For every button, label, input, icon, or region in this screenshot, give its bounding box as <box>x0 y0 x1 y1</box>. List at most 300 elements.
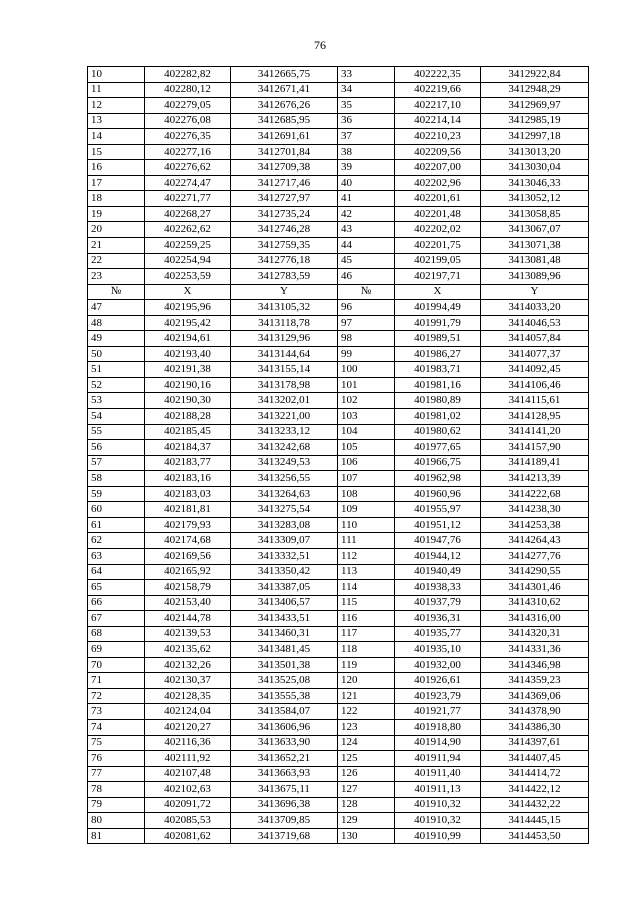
point-number-cell: 49 <box>88 331 145 347</box>
y-coordinate-cell: 3414115,61 <box>481 393 589 409</box>
x-coordinate-cell: 401911,40 <box>395 766 481 782</box>
point-number-cell: 117 <box>338 626 395 642</box>
y-coordinate-cell: 3413309,07 <box>231 533 338 549</box>
x-coordinate-cell: 402201,75 <box>395 238 481 254</box>
point-number-cell: 19 <box>88 206 145 222</box>
point-number-cell: 56 <box>88 440 145 456</box>
y-coordinate-cell: 3412717,46 <box>231 175 338 191</box>
x-coordinate-cell: 402144,78 <box>145 611 231 627</box>
x-coordinate-cell: 402130,37 <box>145 673 231 689</box>
point-number-cell: 129 <box>338 813 395 829</box>
x-coordinate-cell: 401938,33 <box>395 580 481 596</box>
table-row <box>88 144 589 160</box>
point-number-cell: 55 <box>88 424 145 440</box>
point-number-cell: 10 <box>88 67 145 83</box>
point-number-cell: 99 <box>338 346 395 362</box>
y-coordinate-cell: 3414141,20 <box>481 424 589 440</box>
point-number-cell: 42 <box>338 206 395 222</box>
point-number-cell: 126 <box>338 766 395 782</box>
y-coordinate-cell: 3414422,12 <box>481 782 589 798</box>
x-coordinate-cell: 402217,10 <box>395 98 481 114</box>
x-coordinate-cell: 401926,61 <box>395 673 481 689</box>
table-row <box>88 797 589 813</box>
table-row <box>88 424 589 440</box>
x-coordinate-cell: 402102,63 <box>145 782 231 798</box>
y-coordinate-cell: 3413081,48 <box>481 253 589 269</box>
x-coordinate-cell: 402202,02 <box>395 222 481 238</box>
x-coordinate-cell: 401981,16 <box>395 377 481 393</box>
point-number-cell: 110 <box>338 517 395 533</box>
table-row <box>88 564 589 580</box>
x-coordinate-cell: 401981,02 <box>395 409 481 425</box>
x-coordinate-cell: 402214,14 <box>395 113 481 129</box>
table-row <box>88 82 589 98</box>
y-coordinate-cell: 3414222,68 <box>481 486 589 502</box>
point-number-cell: 119 <box>338 657 395 673</box>
y-coordinate-cell: 3413264,63 <box>231 486 338 502</box>
x-coordinate-cell: 401935,77 <box>395 626 481 642</box>
point-number-cell: 45 <box>338 253 395 269</box>
y-coordinate-cell: 3412685,95 <box>231 113 338 129</box>
point-number-cell: 74 <box>88 719 145 735</box>
y-coordinate-cell: 3413481,45 <box>231 642 338 658</box>
point-number-cell: 104 <box>338 424 395 440</box>
point-number-cell: 69 <box>88 642 145 658</box>
point-number-cell: 58 <box>88 471 145 487</box>
point-number-cell: 51 <box>88 362 145 378</box>
y-coordinate-cell: 3414378,90 <box>481 704 589 720</box>
point-number-cell: 48 <box>88 315 145 331</box>
y-coordinate-cell: 3413555,38 <box>231 688 338 704</box>
point-number-cell: 98 <box>338 331 395 347</box>
table-row <box>88 440 589 456</box>
x-coordinate-cell: 401983,71 <box>395 362 481 378</box>
table-row <box>88 253 589 269</box>
y-coordinate-cell: 3413013,20 <box>481 144 589 160</box>
x-coordinate-cell: 401951,12 <box>395 517 481 533</box>
x-coordinate-cell: 401911,94 <box>395 751 481 767</box>
point-number-cell: 63 <box>88 548 145 564</box>
point-number-cell: 115 <box>338 595 395 611</box>
point-number-cell: 65 <box>88 580 145 596</box>
y-coordinate-cell: 3414369,06 <box>481 688 589 704</box>
point-number-cell: 127 <box>338 782 395 798</box>
table-row <box>88 455 589 471</box>
x-coordinate-cell: 401962,98 <box>395 471 481 487</box>
point-number-cell: 13 <box>88 113 145 129</box>
point-number-cell: 72 <box>88 688 145 704</box>
table-row <box>88 269 589 285</box>
x-coordinate-cell: 402279,05 <box>145 98 231 114</box>
point-number-cell: 62 <box>88 533 145 549</box>
column-header: X <box>395 284 481 300</box>
table-row <box>88 175 589 191</box>
column-header: Y <box>231 284 338 300</box>
point-number-cell: 81 <box>88 828 145 844</box>
point-number-cell: 116 <box>338 611 395 627</box>
y-coordinate-cell: 3412783,59 <box>231 269 338 285</box>
y-coordinate-cell: 3413584,07 <box>231 704 338 720</box>
table-row <box>88 533 589 549</box>
table-row <box>88 206 589 222</box>
point-number-cell: 35 <box>338 98 395 114</box>
y-coordinate-cell: 3413350,42 <box>231 564 338 580</box>
point-number-cell: 114 <box>338 580 395 596</box>
x-coordinate-cell: 402184,37 <box>145 440 231 456</box>
table-row <box>88 160 589 176</box>
table-row <box>88 735 589 751</box>
y-coordinate-cell: 3413652,21 <box>231 751 338 767</box>
x-coordinate-cell: 402191,38 <box>145 362 231 378</box>
point-number-cell: 73 <box>88 704 145 720</box>
table-row <box>88 642 589 658</box>
point-number-cell: 20 <box>88 222 145 238</box>
table-row <box>88 611 589 627</box>
y-coordinate-cell: 3412665,75 <box>231 67 338 83</box>
x-coordinate-cell: 401944,12 <box>395 548 481 564</box>
x-coordinate-cell: 402185,45 <box>145 424 231 440</box>
x-coordinate-cell: 402202,96 <box>395 175 481 191</box>
point-number-cell: 18 <box>88 191 145 207</box>
x-coordinate-cell: 402259,25 <box>145 238 231 254</box>
column-header: № <box>88 284 145 300</box>
point-number-cell: 40 <box>338 175 395 191</box>
point-number-cell: 103 <box>338 409 395 425</box>
x-coordinate-cell: 402181,81 <box>145 502 231 518</box>
table-row <box>88 67 589 83</box>
x-coordinate-cell: 401986,27 <box>395 346 481 362</box>
y-coordinate-cell: 3412969,97 <box>481 98 589 114</box>
x-coordinate-cell: 402188,28 <box>145 409 231 425</box>
x-coordinate-cell: 401932,00 <box>395 657 481 673</box>
x-coordinate-cell: 401977,65 <box>395 440 481 456</box>
y-coordinate-cell: 3413155,14 <box>231 362 338 378</box>
y-coordinate-cell: 3413387,05 <box>231 580 338 596</box>
point-number-cell: 37 <box>338 129 395 145</box>
y-coordinate-cell: 3414407,45 <box>481 751 589 767</box>
x-coordinate-cell: 402276,35 <box>145 129 231 145</box>
x-coordinate-cell: 401989,51 <box>395 331 481 347</box>
y-coordinate-cell: 3412727,97 <box>231 191 338 207</box>
x-coordinate-cell: 402111,92 <box>145 751 231 767</box>
x-coordinate-cell: 402219,66 <box>395 82 481 98</box>
x-coordinate-cell: 402169,56 <box>145 548 231 564</box>
y-coordinate-cell: 3413178,98 <box>231 377 338 393</box>
table-row <box>88 766 589 782</box>
x-coordinate-cell: 402193,40 <box>145 346 231 362</box>
y-coordinate-cell: 3414453,50 <box>481 828 589 844</box>
y-coordinate-cell: 3413460,31 <box>231 626 338 642</box>
table-row <box>88 486 589 502</box>
point-number-cell: 118 <box>338 642 395 658</box>
point-number-cell: 121 <box>338 688 395 704</box>
x-coordinate-cell: 401910,32 <box>395 797 481 813</box>
y-coordinate-cell: 3414397,61 <box>481 735 589 751</box>
x-coordinate-cell: 401991,79 <box>395 315 481 331</box>
x-coordinate-cell: 402139,53 <box>145 626 231 642</box>
table-row <box>88 113 589 129</box>
y-coordinate-cell: 3414359,23 <box>481 673 589 689</box>
table-row <box>88 704 589 720</box>
point-number-cell: 107 <box>338 471 395 487</box>
x-coordinate-cell: 401940,49 <box>395 564 481 580</box>
y-coordinate-cell: 3413696,38 <box>231 797 338 813</box>
y-coordinate-cell: 3413221,00 <box>231 409 338 425</box>
x-coordinate-cell: 402183,03 <box>145 486 231 502</box>
point-number-cell: 76 <box>88 751 145 767</box>
x-coordinate-cell: 402153,40 <box>145 595 231 611</box>
y-coordinate-cell: 3413249,53 <box>231 455 338 471</box>
y-coordinate-cell: 3412776,18 <box>231 253 338 269</box>
x-coordinate-cell: 402277,16 <box>145 144 231 160</box>
x-coordinate-cell: 402081,62 <box>145 828 231 844</box>
table-row <box>88 828 589 844</box>
point-number-cell: 120 <box>338 673 395 689</box>
y-coordinate-cell: 3414077,37 <box>481 346 589 362</box>
point-number-cell: 80 <box>88 813 145 829</box>
table-row <box>88 813 589 829</box>
y-coordinate-cell: 3413202,01 <box>231 393 338 409</box>
point-number-cell: 33 <box>338 67 395 83</box>
point-number-cell: 113 <box>338 564 395 580</box>
point-number-cell: 106 <box>338 455 395 471</box>
x-coordinate-cell: 402179,93 <box>145 517 231 533</box>
coordinates-table-body <box>88 67 589 844</box>
y-coordinate-cell: 3413501,38 <box>231 657 338 673</box>
x-coordinate-cell: 402107,48 <box>145 766 231 782</box>
y-coordinate-cell: 3413433,51 <box>231 611 338 627</box>
y-coordinate-cell: 3414264,43 <box>481 533 589 549</box>
x-coordinate-cell: 401966,75 <box>395 455 481 471</box>
y-coordinate-cell: 3412701,84 <box>231 144 338 160</box>
x-coordinate-cell: 402190,16 <box>145 377 231 393</box>
point-number-cell: 21 <box>88 238 145 254</box>
point-number-cell: 123 <box>338 719 395 735</box>
y-coordinate-cell: 3413709,85 <box>231 813 338 829</box>
table-row <box>88 751 589 767</box>
x-coordinate-cell: 402128,35 <box>145 688 231 704</box>
y-coordinate-cell: 3413144,64 <box>231 346 338 362</box>
y-coordinate-cell: 3414320,31 <box>481 626 589 642</box>
y-coordinate-cell: 3414290,55 <box>481 564 589 580</box>
table-row <box>88 657 589 673</box>
x-coordinate-cell: 402132,26 <box>145 657 231 673</box>
y-coordinate-cell: 3413089,96 <box>481 269 589 285</box>
y-coordinate-cell: 3413233,12 <box>231 424 338 440</box>
y-coordinate-cell: 3412676,26 <box>231 98 338 114</box>
x-coordinate-cell: 402207,00 <box>395 160 481 176</box>
y-coordinate-cell: 3414033,20 <box>481 300 589 316</box>
point-number-cell: 12 <box>88 98 145 114</box>
y-coordinate-cell: 3412759,35 <box>231 238 338 254</box>
y-coordinate-cell: 3414157,90 <box>481 440 589 456</box>
x-coordinate-cell: 402120,27 <box>145 719 231 735</box>
point-number-cell: 68 <box>88 626 145 642</box>
x-coordinate-cell: 402194,61 <box>145 331 231 347</box>
point-number-cell: 70 <box>88 657 145 673</box>
point-number-cell: 59 <box>88 486 145 502</box>
point-number-cell: 97 <box>338 315 395 331</box>
point-number-cell: 109 <box>338 502 395 518</box>
y-coordinate-cell: 3414253,38 <box>481 517 589 533</box>
coordinates-table <box>87 66 589 844</box>
y-coordinate-cell: 3414301,46 <box>481 580 589 596</box>
point-number-cell: 50 <box>88 346 145 362</box>
y-coordinate-cell: 3413242,68 <box>231 440 338 456</box>
y-coordinate-cell: 3412671,41 <box>231 82 338 98</box>
table-row <box>88 595 589 611</box>
y-coordinate-cell: 3413052,12 <box>481 191 589 207</box>
x-coordinate-cell: 401937,79 <box>395 595 481 611</box>
table-row <box>88 719 589 735</box>
x-coordinate-cell: 402158,79 <box>145 580 231 596</box>
y-coordinate-cell: 3414331,36 <box>481 642 589 658</box>
x-coordinate-cell: 401921,77 <box>395 704 481 720</box>
y-coordinate-cell: 3414092,45 <box>481 362 589 378</box>
x-coordinate-cell: 402165,92 <box>145 564 231 580</box>
table-row <box>88 393 589 409</box>
x-coordinate-cell: 402268,27 <box>145 206 231 222</box>
column-header: Y <box>481 284 589 300</box>
y-coordinate-cell: 3413663,93 <box>231 766 338 782</box>
x-coordinate-cell: 402280,12 <box>145 82 231 98</box>
point-number-cell: 17 <box>88 175 145 191</box>
point-number-cell: 67 <box>88 611 145 627</box>
page-number: 76 <box>314 38 326 52</box>
table-row <box>88 331 589 347</box>
y-coordinate-cell: 3412948,29 <box>481 82 589 98</box>
y-coordinate-cell: 3414386,30 <box>481 719 589 735</box>
point-number-cell: 102 <box>338 393 395 409</box>
point-number-cell: 46 <box>338 269 395 285</box>
x-coordinate-cell: 402254,94 <box>145 253 231 269</box>
y-coordinate-cell: 3412746,28 <box>231 222 338 238</box>
y-coordinate-cell: 3413332,51 <box>231 548 338 564</box>
y-coordinate-cell: 3413118,78 <box>231 315 338 331</box>
point-number-cell: 44 <box>338 238 395 254</box>
point-number-cell: 112 <box>338 548 395 564</box>
point-number-cell: 52 <box>88 377 145 393</box>
y-coordinate-cell: 3414316,00 <box>481 611 589 627</box>
y-coordinate-cell: 3413129,96 <box>231 331 338 347</box>
table-row <box>88 673 589 689</box>
point-number-cell: 125 <box>338 751 395 767</box>
x-coordinate-cell: 401910,99 <box>395 828 481 844</box>
y-coordinate-cell: 3414213,39 <box>481 471 589 487</box>
y-coordinate-cell: 3412985,19 <box>481 113 589 129</box>
y-coordinate-cell: 3414106,46 <box>481 377 589 393</box>
point-number-cell: 41 <box>338 191 395 207</box>
y-coordinate-cell: 3413067,07 <box>481 222 589 238</box>
y-coordinate-cell: 3414189,41 <box>481 455 589 471</box>
point-number-cell: 124 <box>338 735 395 751</box>
x-coordinate-cell: 401960,96 <box>395 486 481 502</box>
x-coordinate-cell: 402091,72 <box>145 797 231 813</box>
x-coordinate-cell: 401923,79 <box>395 688 481 704</box>
y-coordinate-cell: 3413058,85 <box>481 206 589 222</box>
x-coordinate-cell: 402183,16 <box>145 471 231 487</box>
x-coordinate-cell: 402199,05 <box>395 253 481 269</box>
x-coordinate-cell: 402253,59 <box>145 269 231 285</box>
x-coordinate-cell: 402271,77 <box>145 191 231 207</box>
point-number-cell: 60 <box>88 502 145 518</box>
y-coordinate-cell: 3414277,76 <box>481 548 589 564</box>
x-coordinate-cell: 401955,97 <box>395 502 481 518</box>
point-number-cell: 22 <box>88 253 145 269</box>
point-number-cell: 43 <box>338 222 395 238</box>
y-coordinate-cell: 3413283,08 <box>231 517 338 533</box>
x-coordinate-cell: 401911,13 <box>395 782 481 798</box>
point-number-cell: 78 <box>88 782 145 798</box>
table-row <box>88 471 589 487</box>
y-coordinate-cell: 3413633,90 <box>231 735 338 751</box>
x-coordinate-cell: 402209,56 <box>395 144 481 160</box>
y-coordinate-cell: 3412922,84 <box>481 67 589 83</box>
x-coordinate-cell: 402210,23 <box>395 129 481 145</box>
y-coordinate-cell: 3413525,08 <box>231 673 338 689</box>
column-header: X <box>145 284 231 300</box>
table-row <box>88 362 589 378</box>
y-coordinate-cell: 3413046,33 <box>481 175 589 191</box>
point-number-cell: 47 <box>88 300 145 316</box>
table-row <box>88 782 589 798</box>
point-number-cell: 108 <box>338 486 395 502</box>
x-coordinate-cell: 402183,77 <box>145 455 231 471</box>
y-coordinate-cell: 3413256,55 <box>231 471 338 487</box>
point-number-cell: 36 <box>338 113 395 129</box>
x-coordinate-cell: 401910,32 <box>395 813 481 829</box>
x-coordinate-cell: 401935,10 <box>395 642 481 658</box>
table-row <box>88 580 589 596</box>
point-number-cell: 130 <box>338 828 395 844</box>
point-number-cell: 54 <box>88 409 145 425</box>
point-number-cell: 15 <box>88 144 145 160</box>
table-row <box>88 688 589 704</box>
point-number-cell: 38 <box>338 144 395 160</box>
table-row <box>88 315 589 331</box>
x-coordinate-cell: 402116,36 <box>145 735 231 751</box>
point-number-cell: 101 <box>338 377 395 393</box>
point-number-cell: 53 <box>88 393 145 409</box>
point-number-cell: 77 <box>88 766 145 782</box>
y-coordinate-cell: 3414445,15 <box>481 813 589 829</box>
point-number-cell: 71 <box>88 673 145 689</box>
y-coordinate-cell: 3414128,95 <box>481 409 589 425</box>
header-row <box>88 284 589 300</box>
point-number-cell: 16 <box>88 160 145 176</box>
y-coordinate-cell: 3413105,32 <box>231 300 338 316</box>
x-coordinate-cell: 402085,53 <box>145 813 231 829</box>
table-row <box>88 98 589 114</box>
y-coordinate-cell: 3414238,30 <box>481 502 589 518</box>
point-number-cell: 57 <box>88 455 145 471</box>
point-number-cell: 79 <box>88 797 145 813</box>
table-row <box>88 548 589 564</box>
x-coordinate-cell: 402262,62 <box>145 222 231 238</box>
table-row <box>88 346 589 362</box>
point-number-cell: 100 <box>338 362 395 378</box>
y-coordinate-cell: 3414432,22 <box>481 797 589 813</box>
y-coordinate-cell: 3414346,98 <box>481 657 589 673</box>
table-row <box>88 502 589 518</box>
x-coordinate-cell: 402174,68 <box>145 533 231 549</box>
x-coordinate-cell: 401994,49 <box>395 300 481 316</box>
x-coordinate-cell: 402282,82 <box>145 67 231 83</box>
table-row <box>88 222 589 238</box>
x-coordinate-cell: 401980,89 <box>395 393 481 409</box>
point-number-cell: 39 <box>338 160 395 176</box>
point-number-cell: 96 <box>338 300 395 316</box>
